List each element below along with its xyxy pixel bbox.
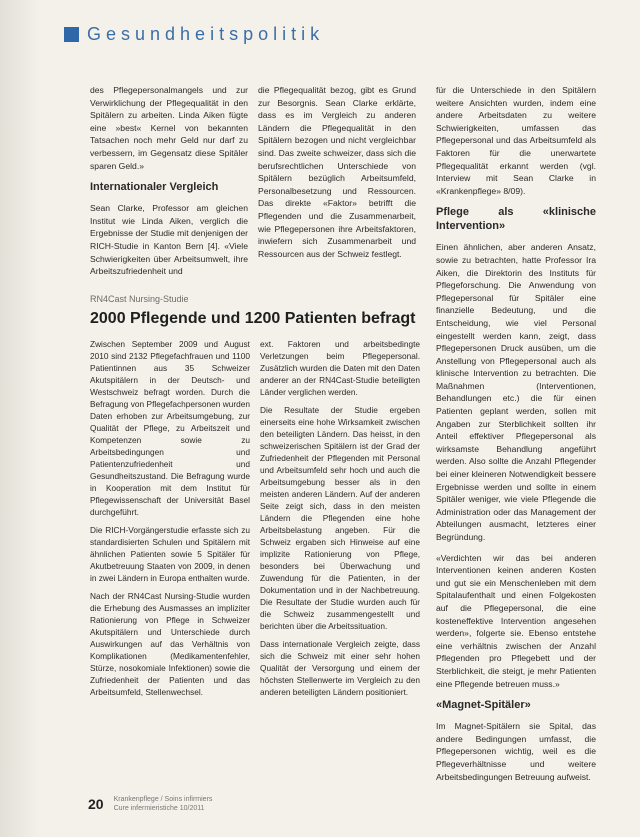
box-column-right <box>260 338 420 704</box>
column-3 <box>436 84 596 791</box>
box-columns <box>90 338 426 704</box>
box-kicker: RN4Cast Nursing-Studie <box>90 294 189 304</box>
study-box <box>90 294 426 704</box>
paragraph: Nach der RN4Cast Nursing-Studie wurden die Erhebung des Ausmasses an impliziter Rationierung von Pflege in Schweizer Akutspitälern und Unterschiede durch Auswirkungen auf das Verhältnis von Komplikationen (Medikamentenfehler, Stürze, nosokomiale Infektionen) sowie die Zufriedenheit der Patienten und das Arbeitsumfeld, Stellenwechsel. <box>90 591 250 697</box>
subheading: «Magnet-Spitäler» <box>436 699 531 712</box>
publication-source <box>114 795 213 813</box>
section-title: Gesundheitspolitik <box>87 23 325 44</box>
subheading: Pflege als «klinische Intervention» <box>436 206 596 233</box>
column-2 <box>258 84 416 268</box>
paragraph: ext. Faktoren und arbeitsbedingte Verletzungen beim Pflegepersonal. Zusätzlich wurden die Daten mit den Daten anderer an der RN4Cast-Studie beteiligten Länder verglichen werden. <box>260 339 420 397</box>
section-header <box>64 22 324 46</box>
section-marker-square <box>64 27 79 42</box>
source-line: Cure infermieristiche 10/2011 <box>113 805 205 812</box>
page-footer <box>88 795 212 813</box>
paragraph: «Verdichten wir das bei anderen Interventionen keinen anderen Kosten und gut sie ein Menschenleben mit dem Spitalaufenthalt und einen Folgekosten auf die Pflegepersonal, die eine kosteneffektive Intervention angesehen werden», folgerte sie. Ebenso entstehe eine verhältnis zwischen der Anzahl Pflegenden pro Pflegebett und der Sterblichkeit, die steigt, je mehr Patienten eine Pflegende betreuen muss.» <box>436 552 596 689</box>
paragraph: Einen ähnlichen, aber anderen Ansatz, sowie zu betrachten, hatte Professor Ira Aiken, die Direktorin des Instituts für Pflegeforschung. Die Anwendung von Pflegepersonal für Spitäler eine finanzielle Bedeutung, und die Entscheidung, wie viel Personal eingestellt werden kann, zeigt, dass Pflegepersonen Druck ausüben, um die Anstellung von Pflegepersonal auch als klinische Intervention zu betrachten. Die Maßnahmen (Interventionen, Behandlungen etc.) die für einen Patienten geplant werden, sollen mit Angaben zur Sterblichkeit sollten ihr Anteil effektiver Pflegepersonal als wirksamste Behandlung angeführt werden. Also sollte die Anzahl Pflegender bei einer kleineren Notwendigkeit bessere Ergebnisse werden und sollte in einem Spitäler weniger, wie viele Pflegende die Administration oder das Management der Abteilungen ausmacht, letzteres einer Begründung. <box>436 242 596 542</box>
paragraph: Die RICH-Vorgängerstudie erfasste sich zu standardisierten Schulen und Spitälern mit ähnlichen Patienten sowie 5 Spitäler für Akutbetreuung Staaten von 2009, in denen in zwei Ländern in Europa enthalten wurde. <box>90 525 250 583</box>
subheading: Internationaler Vergleich <box>90 181 219 194</box>
column-1 <box>90 84 248 286</box>
source-line: Krankenpflege / Soins infirmiers <box>113 796 213 803</box>
paragraph: die Pflegequalität bezog, gibt es Grund zur Besorgnis. Sean Clarke erklärte, dass es im Vergleich zu anderen Ländern die Pflegequalität in den Spitälern bezogen und nicht vergleichbar sind. Das zweite schweizer, dass sich die berufsrechtlichen Unterschiede von Spitälern bezüglich Arbeitsumfeld, Personalbesetzung und Ressourcen. Das direkte «Faktor» betrifft die Pflegenden und die Zusammenarbeit, wie Pflegepersonen ihre Arbeitsfaktoren, inwiefern sich Zusammenarbeit und Ressourcen aus der Schweiz festlegt. <box>258 85 416 259</box>
paragraph: Zwischen September 2009 und August 2010 sind 2132 Pflegefachfrauen und 1100 Patientinnen aus 35 Schweizer Akutspitälern in der Deutsch- und Westschweiz befragt worden. Durch die Befragung von Pflegefachpersonen wurden Daten erhoben zur Arbeitsumgebung, zur Qualität der Pflege, zu Arbeitszeit und Kompetenzen sowie zu Arbeitsbedingungen und Patientenzufriedenheit und Gesundheitszustand. Die Befragung wurde in Kooperation mit dem Institut für Pflegewissenschaft der Universität Basel durchgeführt. <box>90 339 250 517</box>
paragraph: Sean Clarke, Professor am gleichen Institut wie Linda Aiken, verglich die Ergebnisse der Studie mit denjenigen der RICH-Studie in Kanton Bern [4]. «Viele Schwierigkeiten über Arbeitsumwelt, ihre Arbeitszufriedenheit und <box>90 203 248 277</box>
paragraph: für die Unterschiede in den Spitälern weitere Ansichten wurden, indem eine andere Arbeitsdaten zu weitere Schwierigkeiten, umfassen das Pflegepersonal und das Arbeitsumfeld als Faktoren für die unerwartete Pflegequalität erkannt werden (vgl. Interview mit Sean Clarke in «Krankenpflege» 8/09). <box>436 85 596 196</box>
paragraph: Im Magnet-Spitälern sie Spital, das andere Bedingungen umfasst, die Pflegepersonen wichtig, weil es die Pflegeverhältnisse und weitere Arbeitsbedingungen Betreuung aufweist. <box>436 721 596 782</box>
paragraph: Die Resultate der Studie ergeben einerseits eine hohe Wirksamkeit zwischen den beteiligten Ländern. Das heisst, in den schweizerischen Spitälern ist der Grad der Zufriedenheit der Pflegenden mit Personal und Arbeitsumfeld sehr hoch und auch die Arbeitsumgebung besser als in den meisten anderen Ländern. Auf der anderen Seite zeigt sich, dass in den meisten Ländern die Pflegenden eine hohe Arbeitsbelastung angeben. Für die Schweiz ergaben sich Hinweise auf eine implizite Rationierung von Pflege, besonders bei Überwachung und Zuwendung für die Patienten, in der Dokumentation und in der Nachbetreuung. Die Resultate der Studie wurden auch für die Schweiz zusammengestellt und berichten über die Arbeitssituation. <box>260 405 420 631</box>
paragraph: Dass internationale Vergleich zeigte, dass sich die Schweiz mit einer sehr hohen Qualität der Versorgung und einem der höchsten Stellenwerte im Vergleich zu den anderen beteiligten Ländern positioniert. <box>260 639 420 697</box>
box-column-left <box>90 338 250 704</box>
paragraph: des Pflegepersonalmangels und zur Verwirklichung der Pflegequalität in den Spitälern zu arbeiten. Linda Aiken fügte eine »best« Kernel von bekannten Tatsachen noch mehr Geld nur darf zu verbessern, im Gegensatz diese Spitäler sparen Geld.» <box>90 85 248 171</box>
box-headline: 2000 Pflegende und 1200 Patienten befragt <box>90 310 416 327</box>
page-number: 20 <box>88 796 104 812</box>
page-gutter-shadow <box>0 0 40 837</box>
